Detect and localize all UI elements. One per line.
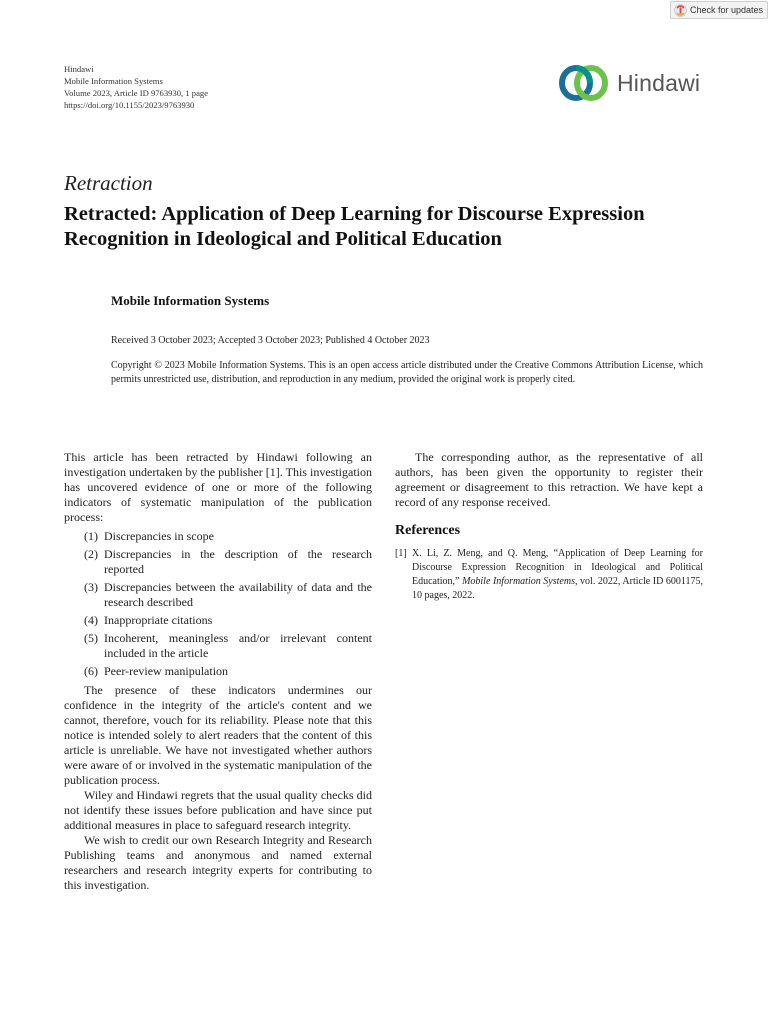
corresponding-author-paragraph: The corresponding author, as the representative of all authors, has been given the opportunity to register their agreement or disagreement to this retraction. We have kept a record of any response received. xyxy=(395,450,703,509)
list-item xyxy=(64,547,372,577)
intro-paragraph: This article has been retracted by Hindawi following an investigation undertaken by the publisher [1]. This investigation has uncovered evidence of one or more of the following indicators of systematic manipulation of the publication process: xyxy=(64,450,372,524)
reference-item xyxy=(395,547,703,603)
list-item-number: (5) xyxy=(84,631,98,645)
publication-dates: Received 3 October 2023; Accepted 3 October 2023; Published 4 October 2023 xyxy=(111,335,430,346)
list-item-text: Discrepancies in the description of the research reported xyxy=(104,547,372,576)
indicator-list xyxy=(64,529,372,679)
article-author: Mobile Information Systems xyxy=(111,293,270,308)
quality-checks-paragraph: Wiley and Hindawi regrets that the usual quality checks did not identify these issues before publication and have since put additional measures in place to safeguard research integrity. xyxy=(64,788,372,832)
list-item-number: (4) xyxy=(84,613,98,627)
journal-name: Mobile Information Systems xyxy=(64,76,163,86)
doi-link[interactable]: https://doi.org/10.1155/2023/9763930 xyxy=(64,100,195,110)
check-for-updates-button[interactable] xyxy=(670,1,768,19)
list-item-text: Incoherent, meaningless and/or irrelevant content included in the article xyxy=(104,631,372,660)
list-item-text: Discrepancies between the availability of data and the research described xyxy=(104,580,372,609)
list-item xyxy=(64,613,372,628)
reference-text xyxy=(412,547,703,603)
reference-text-part: , vol. 2022, Article ID 6001175, 10 pages, 2022. xyxy=(412,576,704,601)
list-item xyxy=(64,631,372,661)
references-heading: References xyxy=(395,523,461,538)
article-title: Retracted: Application of Deep Learning for Discourse Expression Recognition in Ideological and Political Education xyxy=(64,203,645,250)
list-item xyxy=(64,529,372,544)
list-item-text: Peer-review manipulation xyxy=(104,664,229,678)
credits-paragraph: We wish to credit our own Research Integrity and Research Publishing teams and anonymous and named external researchers and research integrity experts for contributing to this investigation. xyxy=(64,833,372,892)
reference-number: [1] xyxy=(395,548,407,559)
article-metadata xyxy=(64,63,208,111)
copyright-notice: Copyright © 2023 Mobile Information Systems. This is an open access article distributed under the Creative Commons Attribution License, which permits unrestricted use, distribution, and reproduction in any medium, provided the original work is properly cited. xyxy=(111,360,703,385)
publisher-name: Hindawi xyxy=(64,64,94,74)
reference-journal: Mobile Information Systems xyxy=(462,576,575,587)
reference-text-part: X. Li, Z. Meng, and Q. Meng, “Application of Deep Learning for Discourse Expression Recognition in Ideological and Political Education,” xyxy=(412,548,703,587)
list-item-number: (6) xyxy=(84,664,98,678)
list-item-text: Discrepancies in scope xyxy=(104,529,214,543)
left-column xyxy=(64,450,372,893)
list-item-number: (1) xyxy=(84,529,98,543)
list-item-number: (3) xyxy=(84,580,98,594)
right-column xyxy=(395,450,703,603)
hindawi-logo xyxy=(557,62,700,104)
list-item xyxy=(64,580,372,610)
list-item-number: (2) xyxy=(84,547,98,561)
reliability-paragraph: The presence of these indicators undermines our confidence in the integrity of the article's content and we cannot, therefore, vouch for its reliability. Please note that this notice is intended solely to alert readers that the content of this article is unreliable. We have not investigated whether authors were aware of or involved in the systematic manipulation of the publication process. xyxy=(64,683,372,787)
check-updates-icon xyxy=(674,4,687,17)
list-item xyxy=(64,664,372,679)
volume-info: Volume 2023, Article ID 9763930, 1 page xyxy=(64,88,209,98)
check-updates-label: Check for updates xyxy=(690,5,764,15)
hindawi-rings-icon xyxy=(557,62,611,104)
hindawi-logo-text: Hindawi xyxy=(617,69,701,96)
list-item-text: Inappropriate citations xyxy=(104,613,213,627)
article-type-label: Retraction xyxy=(64,171,153,195)
